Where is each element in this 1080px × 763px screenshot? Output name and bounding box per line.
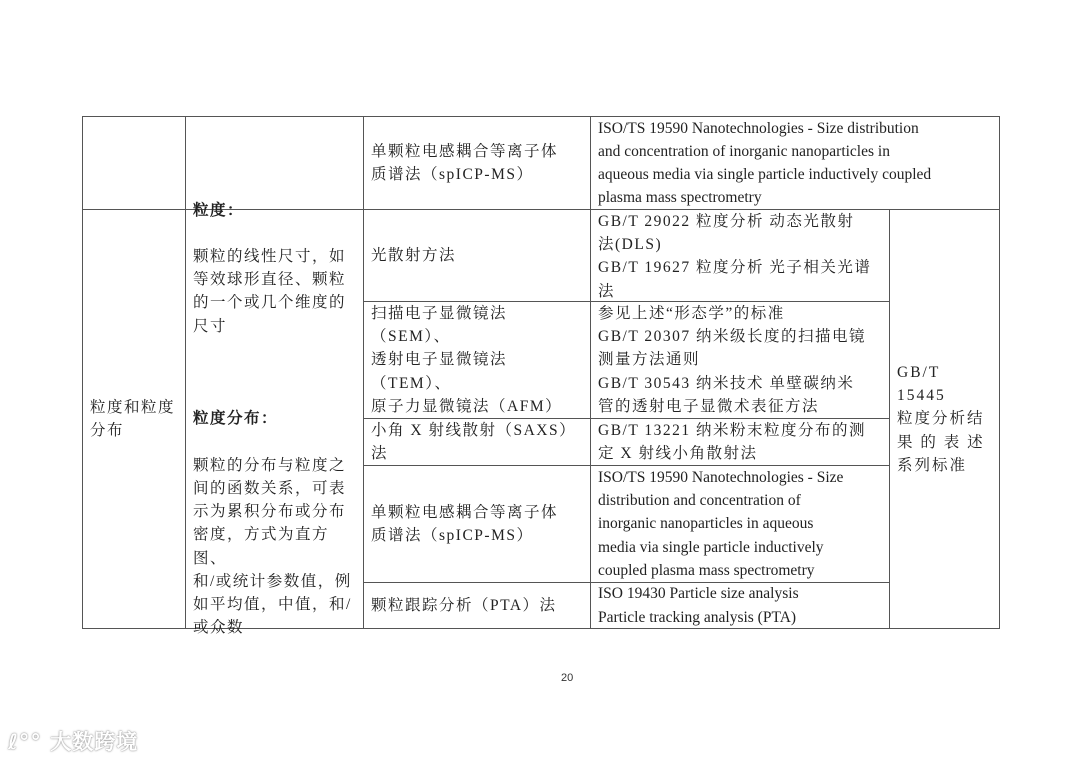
definition-block <box>193 175 356 662</box>
result-standard-text: GB/T 15445 粒度分析结 果 的 表 述 系列标准 <box>897 363 985 474</box>
watermark-text: 大数跨境 <box>50 730 139 754</box>
table-cell-standard <box>590 209 890 302</box>
standard-text: GB/T 29022 粒度分析 动态光散射 法(DLS) GB/T 19627 粒度分析 光子相关光谱 法 <box>598 213 872 300</box>
standard-text: 参见上述“形态学”的标准 GB/T 20307 纳米级长度的扫描电镜 测量方法通则 GB/T 30543 纳米技术 单壁碳纳米 管的透射电子显微术表征方法 <box>598 305 867 415</box>
table-cell-property <box>82 209 186 629</box>
definition-text-size: 颗粒的线性尺寸，如 等效球形直径、颗粒 的一个或几个维度的 尺寸 <box>193 248 347 335</box>
method-text: 光散射方法 <box>371 246 457 264</box>
standard-text: ISO/TS 19590 Nanotechnologies - Size distribution and concentration of inorganic nanoparticles in aqueous media via single particle inductively coupled plasma mass spectrometry <box>598 119 932 207</box>
table-cell-standard <box>590 301 890 419</box>
definition-title-size: 粒度： <box>193 201 245 219</box>
standard-text: ISO 19430 Particle size analysis Particle tracking analysis (PTA) <box>598 585 799 626</box>
table-cell-standard <box>590 418 890 466</box>
method-text: 颗粒跟踪分析（PTA）法 <box>371 596 557 614</box>
standard-text: ISO/TS 19590 Nanotechnologies - Size distribution and concentration of inorganic nanoparticles in aqueous media via single particle inductively coupled plasma mass spectrometry <box>598 469 844 579</box>
table-cell-method <box>363 418 591 466</box>
table-cell-method <box>363 116 591 210</box>
table-cell-method <box>363 209 591 302</box>
definition-text-distribution: 颗粒的分布与粒度之 间的函数关系，可表 示为累积分布或分布 密度，方式为直方图、 和/或统计参数值，例 如平均值，中值，和/ 或众数 <box>193 456 352 637</box>
method-text: 小角 X 射线散射（SAXS） 法 <box>371 421 577 462</box>
standard-text: GB/T 13221 纳米粉末粒度分布的测 定 X 射线小角散射法 <box>598 421 867 462</box>
table-cell-property-empty <box>82 116 186 210</box>
table-cell-standard <box>590 465 890 583</box>
page-number: 20 <box>561 672 574 684</box>
table-cell-method <box>363 582 591 629</box>
table-cell-standard <box>590 582 890 629</box>
method-text: 单颗粒电感耦合等离子体 质谱法（spICP-MS） <box>371 142 559 183</box>
definition-title-distribution: 粒度分布： <box>193 410 279 428</box>
watermark-logo: ℓ°° 大数跨境 <box>8 730 139 754</box>
table-cell-method <box>363 301 591 419</box>
table-cell-definition <box>185 201 364 637</box>
property-text: 粒度和粒度 分布 <box>90 398 176 439</box>
table-cell-standard <box>590 116 1000 210</box>
method-text: 单颗粒电感耦合等离子体 质谱法（spICP-MS） <box>371 503 559 544</box>
method-text: 扫描电子显微镜法（SEM）、 透射电子显微镜法（TEM）、 原子力显微镜法（AFM） <box>371 305 563 415</box>
table-cell-method <box>363 465 591 583</box>
table-cell-result-standard <box>889 209 1000 629</box>
